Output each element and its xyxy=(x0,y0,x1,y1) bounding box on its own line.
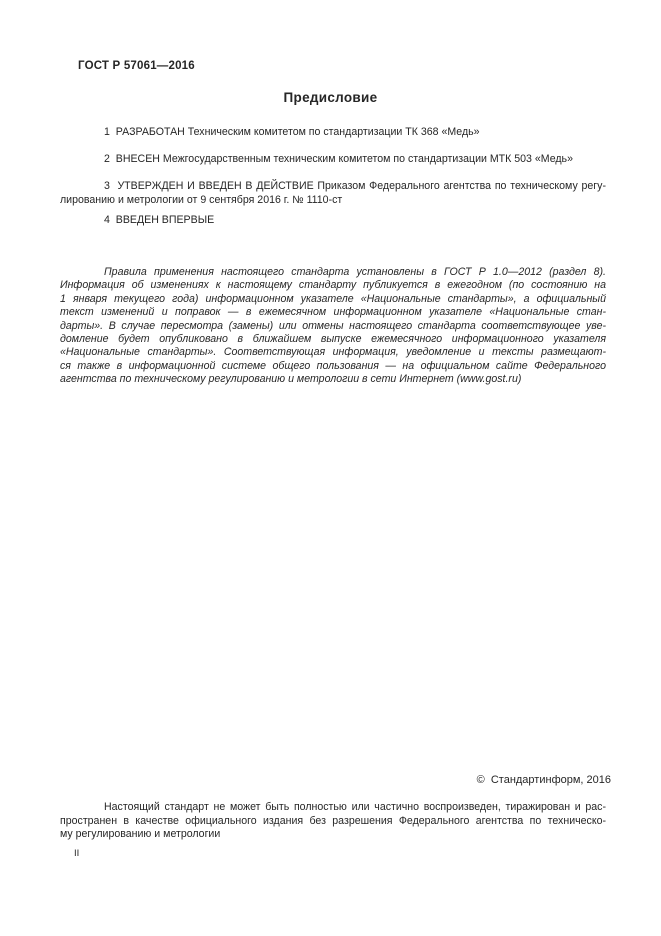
text-line: Настоящий стандарт не может быть полностью или частично воспроизведен, тиражирован и рас- xyxy=(104,801,606,813)
rules-application-notice xyxy=(60,266,606,387)
page-number: II xyxy=(74,848,80,859)
text-line: текст изменений и поправок — в ежемесячном информационном указателе «Национальные стан- xyxy=(60,306,606,319)
distribution-notice xyxy=(60,801,606,842)
text-line: пространен в качестве официального издания без разрешения Федерального агентства по техническо- xyxy=(60,814,606,827)
foreword-item-3 xyxy=(60,180,606,207)
text-line: 2 ВНЕСЕН Межгосударственным техническим комитетом по стандартизации МТК 503 «Медь» xyxy=(104,153,573,165)
text-line: ся также в информационной системе общего пользования — на официальном сайте Федерального xyxy=(60,359,606,372)
section-heading: Предисловие xyxy=(283,90,378,105)
text-line: му регулированию и метрологии xyxy=(60,828,221,840)
foreword-item-1 xyxy=(60,126,606,140)
text-line: дарты». В случае пересмотра (замены) или отмены настоящего стандарта соответствующее уве- xyxy=(60,319,606,332)
copyright-notice: © Стандартинформ, 2016 xyxy=(476,774,611,786)
text-line: домление будет опубликовано в ближайшем выпуске ежемесячного информационного указателя xyxy=(60,333,606,346)
text-line: Информация об изменениях к настоящему стандарту публикуется в ежегодном (по состоянию на xyxy=(60,279,606,292)
doc-number: ГОСТ Р 57061—2016 xyxy=(78,60,195,72)
text-line: «Национальные стандарты». Соответствующая информация, уведомление и тексты размещают- xyxy=(60,346,606,359)
foreword-item-4 xyxy=(60,214,606,228)
text-line: 1 РАЗРАБОТАН Техническим комитетом по стандартизации ТК 368 «Медь» xyxy=(104,126,480,138)
text-line: агентства по техническому регулированию и метрологии в сети Интернет (www.gost.ru) xyxy=(60,373,522,386)
text-line: 1 января текущего года) информационном указателе «Национальные стандарты», а официальный xyxy=(60,292,606,305)
foreword-item-2 xyxy=(60,153,606,167)
text-line: лированию и метрологии от 9 сентября 2016 г. № 1110-ст xyxy=(60,193,343,206)
text-line: 4 ВВЕДЕН ВПЕРВЫЕ xyxy=(104,214,215,226)
text-line: 3 УТВЕРЖДЕН И ВВЕДЕН В ДЕЙСТВИЕ Приказом Федерального агентства по техническому регу- xyxy=(104,180,606,192)
text-line: Правила применения настоящего стандарта установлены в ГОСТ Р 1.0—2012 (раздел 8). xyxy=(104,266,606,278)
